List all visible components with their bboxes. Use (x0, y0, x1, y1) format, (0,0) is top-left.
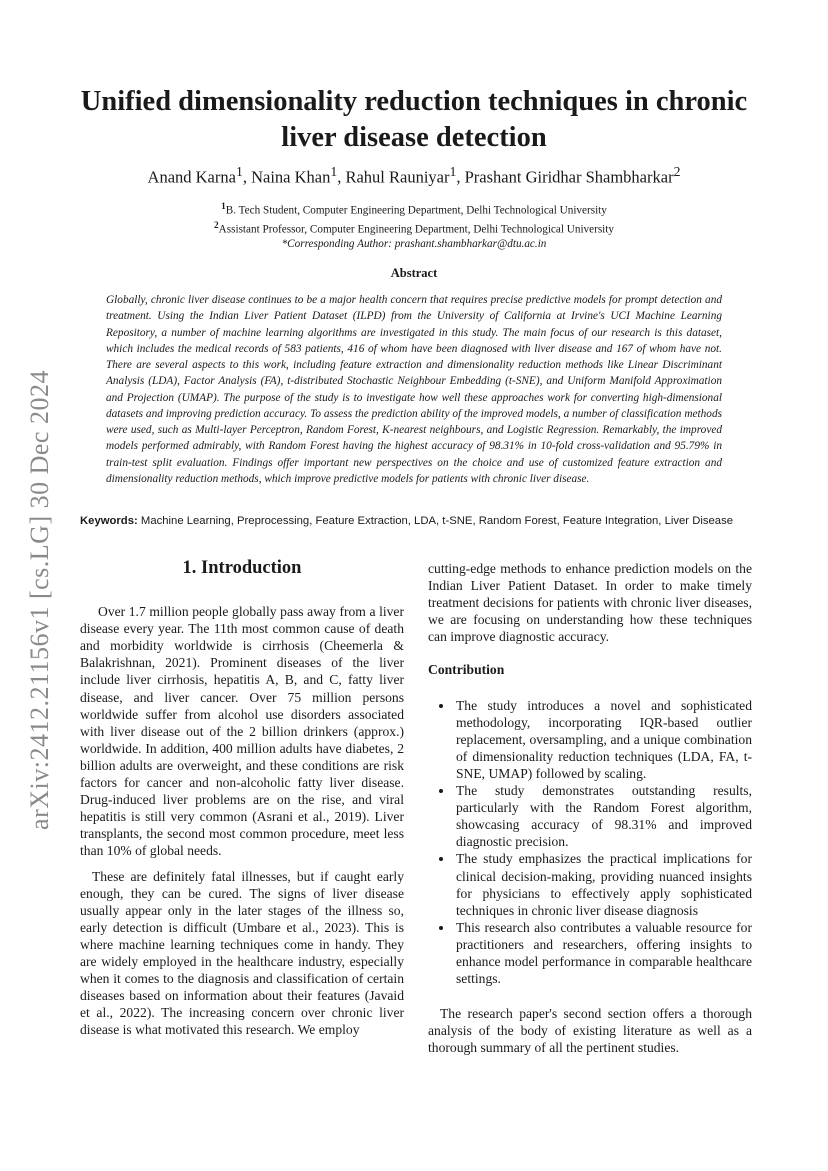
author-name: Anand Karna (147, 167, 236, 187)
right-column (428, 560, 752, 1062)
list-item: • The study demonstrates outstanding results, particularly with the Random Forest algorithm, showcasing accuracy of 98.31% and improved diagnostic precision. (454, 782, 752, 850)
abstract-heading: Abstract (390, 266, 438, 280)
closing-paragraph: The research paper's second section offers a thorough analysis of the body of existing literature as well as a thorough summary of all the pertinent studies. (428, 1006, 752, 1056)
author-affil-mark: 1 (235, 164, 243, 179)
list-item: • This research also contributes a valuable resource for practitioners and researchers, offering insights to enhance model performance in comparable healthcare settings. (454, 919, 752, 987)
author-name: Prashant Giridhar Shambharkar (464, 167, 674, 187)
author-affil-mark: 1 (449, 164, 457, 179)
author-name: Naina Khan (251, 167, 331, 187)
keywords-text: Machine Learning, Preprocessing, Feature Extraction, LDA, t-SNE, Random Forest, Feature Integration, Liver Disease (140, 515, 734, 527)
intro-paragraph: These are definitely fatal illnesses, but if caught early enough, they can be cured. The signs of liver disease usually appear only in the later stages of the illness so, early detection is difficult (Umbare et al., 2023). This is where machine learning techniques come in handy. They are widely employed in the healthcare industry, especially when it comes to the diagnosis and classification of certain diseases based on information about their features (Javaid et al., 2022). The increasing concern over chronic liver disease is what motivated this research. We employ (80, 868, 404, 1038)
left-column (80, 560, 404, 1044)
paper-title: Unified dimensionality reduction techniques in chronic liver disease detection (80, 86, 748, 153)
list-item: • The study introduces a novel and sophisticated methodology, incorporating IQR-based outlier replacement, oversampling, and a unique combination of dimensionality reduction techniques (LDA, FA, t-SNE, UMAP) followed by scaling. (454, 697, 752, 782)
section-heading-introduction: 1. Introduction (182, 558, 302, 578)
contribution-list (428, 697, 752, 988)
arxiv-sidebar (20, 360, 60, 840)
affiliation-line: $^1$B. Tech Student, Computer Engineering Department, Delhi Technological University (221, 202, 607, 217)
corresponding-author: *Corresponding Author: prashant.shambharkar@dtu.ac.in (281, 238, 547, 251)
author-list: Anand Karna$^1$, Naina Khan$^1$, Rahul Rauniyar$^1$, Prashant Giridhar Shambharkar$^2$ (147, 164, 681, 187)
list-item: • The study emphasizes the practical implications for clinical decision-making, providing nuanced insights for physicians to effectively apply sophisticated techniques in chronic liver disease diagnosis (454, 850, 752, 918)
arxiv-identifier: arXiv:2412.21156v1 [cs.LG] 30 Dec 2024 (25, 370, 54, 830)
intro-paragraph: Over 1.7 million people globally pass away from a liver disease every year. The 11th most common cause of death and morbidity worldwide is cirrhosis (Cheemerla & Balakrishnan, 2021). Prominent diseases of the liver include liver cirrhosis, hepatitis A, B, and C, fatty liver disease, and liver cancer. Over 75 million persons worldwide suffer from alcohol use disorders associated with liver disease out of the 2 billion drinkers (approx.) worldwide. In addition, 400 million adults have diabetes, 2 billion adults are overweight, and these conditions are risk factors for cancer and non-alcoholic fatty liver disease. Drug-induced liver problems are on the rise, and viral hepatitis is still very common (Asrani et al., 2019). Liver transplants, the second most common procedure, meet less than 10% of global needs. (80, 604, 404, 859)
contribution-heading: Contribution (428, 662, 505, 678)
affiliation-line: $^2$Assistant Professor, Computer Engineering Department, Delhi Technological University (214, 220, 614, 236)
author-affil-mark: 2 (673, 164, 681, 179)
author-affil-mark: 1 (330, 164, 338, 179)
affiliations (80, 200, 748, 252)
keywords-label: Keywords: (80, 515, 138, 527)
abstract-text: Globally, chronic liver disease continues to be a major health concern that requires precise predictive models for prompt detection and treatment. Using the Indian Liver Patient Dataset (ILPD) from the University of California at Irvine's UCI Machine Learning Repository, a number of machine learning algorithms are investigated in this study. The main focus of our research is this dataset, which includes the medical records of 583 patients, 416 of whom have been diagnosed with liver disease and 167 of whom have not. There are several aspects to this work, including feature extraction and dimensionality reduction methods like Linear Discriminant Analysis (LDA), Factor Analysis (FA), t-distributed Stochastic Neighbour Embedding (t-SNE), and Uniform Manifold Approximation and Projection (UMAP). The purpose of the study is to investigate how well these approaches work for converting high-dimensional datasets and improving prediction accuracy. To assess the prediction ability of the improved models, a number of classification methods were used, such as Multi-layer Perceptron, Random Forest, K-nearest neighbours, and Logistic Regression. Remarkably, the improved models performed admirably, with Random Forest having the highest accuracy of 98.31% in 10-fold cross-validation and 95.79% in train-test split evaluation. Findings offer important new perspectives on the choice and use of customized feature extraction and dimensionality reduction methods, which improve predictive models for patients with chronic liver disease. (106, 294, 722, 485)
keywords (80, 513, 752, 529)
author-name: Rahul Rauniyar (345, 167, 450, 187)
intro-paragraph: cutting-edge methods to enhance prediction models on the Indian Liver Patient Dataset. In order to make timely treatment decisions for patients with chronic liver diseases, we are focusing on understanding how these techniques can improve diagnostic accuracy. (428, 561, 752, 645)
